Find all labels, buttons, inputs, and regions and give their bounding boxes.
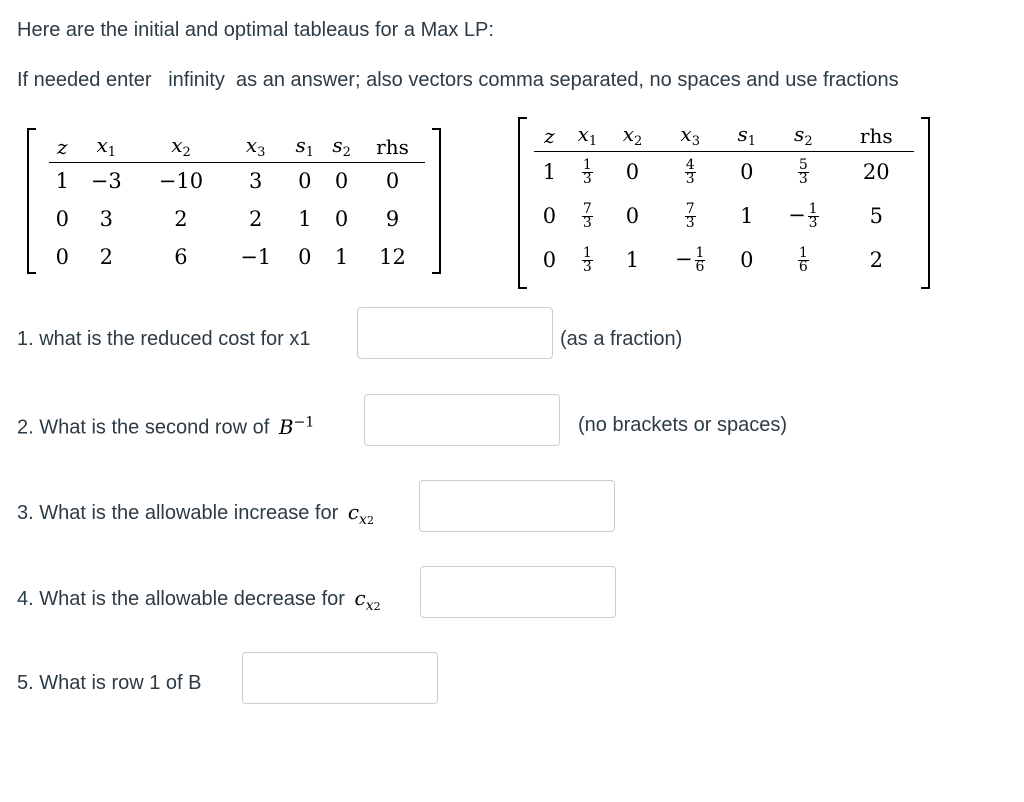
c-x2-symbol: $c_{x2}$ [347,500,374,528]
optimal_tableau-cell: $\frac{7}{3}$ [685,200,695,231]
optimal-tableau [518,117,930,289]
optimal_tableau-cell: 1 [625,248,640,272]
optimal_tableau-cell: $\frac{1}{3}$ [582,244,592,275]
b-inverse-symbol: $B^{-1}$ [278,414,315,439]
optimal_tableau-cell: 20 [862,160,890,185]
optimal_tableau-header-2: $x_2$ [610,121,655,151]
intro-text: Here are the initial and optimal tableaus for a Max LP: [17,19,494,41]
initial_tableau-cell: 2 [99,245,113,269]
question-2-note: (no brackets or spaces) [578,414,787,436]
initial_tableau-cell: 0 [334,169,349,194]
optimal_tableau-cell: 0 [625,204,640,228]
optimal_tableau-header-0: z [534,121,565,151]
optimal_tableau-row-2 [534,239,914,281]
initial_tableau-cell: 2 [248,207,263,231]
initial_tableau-cell: 1 [55,169,69,194]
question-1-note: (as a fraction) [560,328,683,350]
optimal_tableau-header-4: $s_1$ [725,121,768,151]
question-2-label [17,414,314,440]
initial_tableau-header-row [49,132,425,162]
optimal_tableau-header-row [534,121,914,151]
optimal_tableau-cell: $\frac{4}{3}$ [685,156,695,187]
optimal_tableau-cell: 1 [740,204,754,228]
optimal_tableau-cell: 0 [542,204,557,228]
optimal_tableau-cell: 0 [625,160,640,185]
optimal_tableau-cell: 5 [869,204,883,228]
question-3-input[interactable] [419,480,615,532]
initial_tableau-cell: −3 [90,169,122,194]
initial_tableau-header-4: $s_1$ [286,132,323,162]
initial-bracket-right [432,128,441,274]
initial_tableau-header-5: $s_2$ [323,132,360,162]
optimal_tableau-cell: $\frac{5}{3}$ [798,156,808,187]
question-3-text: 3. What is the allowable increase for [17,502,339,524]
optimal_tableau-header-6: rhs [839,121,914,151]
initial_tableau-header-1: $x_1$ [76,132,137,162]
initial_tableau-cell: 1 [334,245,349,269]
optimal_tableau-header-3: $x_3$ [655,121,725,151]
initial_tableau-cell: 6 [174,245,188,269]
initial_tableau-cell: −10 [158,169,204,194]
question-4-label [17,586,381,614]
question-1-label: 1. what is the reduced cost for x1 [17,328,311,350]
optimal_tableau-cell: − $\frac{1}{3}$ [788,200,818,231]
optimal_tableau-cell: $\frac{1}{6}$ [798,244,808,275]
initial_tableau-cell: 0 [298,245,312,269]
question-5-input[interactable] [242,652,438,704]
optimal_tableau-cell: 0 [740,160,754,185]
optimal_tableau-cell: 0 [542,248,557,272]
initial_tableau-cell: 3 [248,169,263,194]
initial_tableau-row-0 [49,162,425,200]
c-x2-symbol-2: $c_{x2}$ [354,586,381,614]
initial_tableau-cell: 2 [174,207,188,231]
optimal_tableau-cell: − $\frac{1}{6}$ [674,244,705,275]
question-2-input[interactable] [364,394,560,446]
optimal_tableau-cell: $\frac{7}{3}$ [582,200,592,231]
optimal_tableau-cell: 2 [869,248,883,272]
optimal_tableau-cell: 0 [740,248,754,272]
initial_tableau-cell: 0 [385,169,400,194]
initial-tableau [27,128,441,274]
initial_tableau-cell: 0 [298,169,312,194]
optimal_tableau-cell: 1 [542,160,557,185]
initial_tableau-row-1 [49,200,425,238]
initial_tableau-cell: 3 [99,207,113,231]
optimal_tableau-header-1: $x_1$ [565,121,610,151]
initial_tableau-header-3: $x_3$ [225,132,286,162]
optimal_tableau-header-5: $s_2$ [768,121,838,151]
question-4-text: 4. What is the allowable decrease for [17,588,345,610]
initial_tableau-cell: 12 [379,245,406,269]
initial_tableau-cell: 1 [298,207,312,231]
initial-bracket-left [27,128,36,274]
initial_tableau-row-2 [49,238,425,276]
instructions-text: If needed enter infinity as an answer; also vectors comma separated, no spaces and use fractions [17,69,899,91]
initial_tableau-header-6: rhs [360,132,425,162]
optimal_tableau-cell: $\frac{1}{3}$ [582,156,592,187]
initial_tableau-cell: 0 [334,207,349,231]
initial_tableau-cell: −1 [240,245,272,269]
question-3-label [17,500,374,528]
optimal_tableau-row-0 [534,151,914,193]
optimal_tableau-row-1 [534,193,914,239]
initial_tableau-cell: 0 [55,245,69,269]
question-2-text: 2. What is the second row of [17,416,270,439]
question-1-input[interactable] [357,307,553,359]
optimal-bracket-right [921,117,930,289]
question-4-input[interactable] [420,566,616,618]
initial_tableau-cell: 9 [385,207,400,231]
question-5-label: 5. What is row 1 of B [17,672,202,694]
optimal-bracket-left [518,117,527,289]
initial_tableau-header-2: $x_2$ [137,132,225,162]
initial_tableau-header-0: z [49,132,76,162]
initial_tableau-cell: 0 [55,207,69,231]
